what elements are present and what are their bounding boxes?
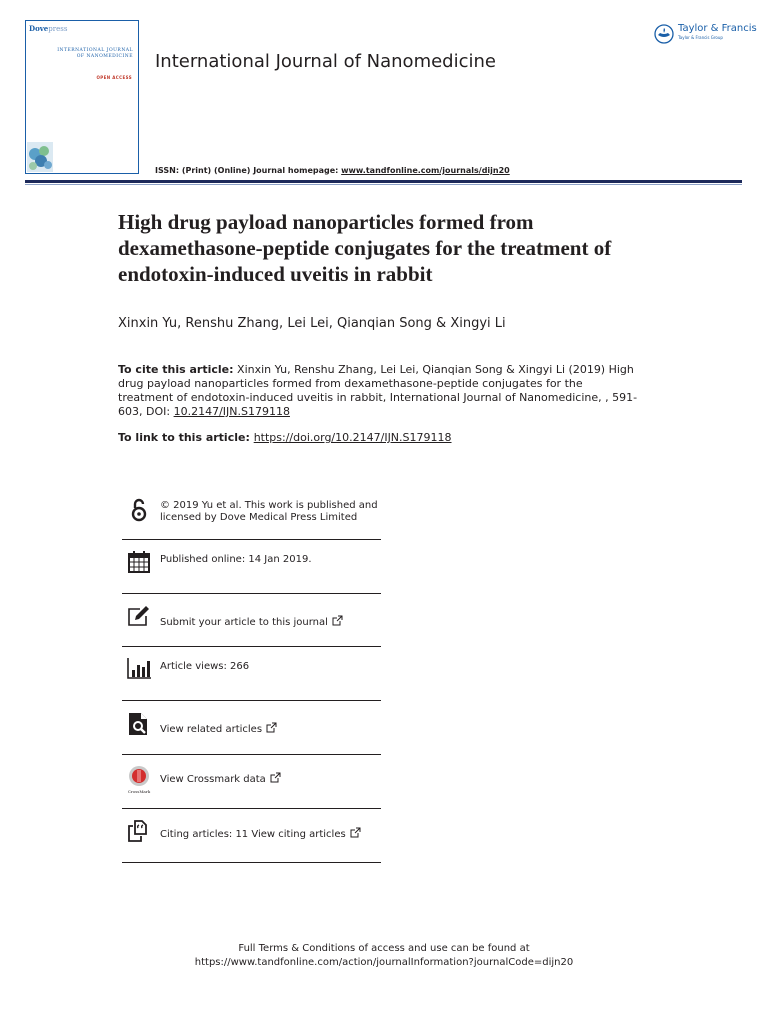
external-link-icon [266, 722, 277, 733]
related-row[interactable] [122, 701, 381, 755]
external-link-icon [270, 772, 281, 783]
terms-footer [0, 942, 768, 970]
publisher-name: Taylor & Francis [678, 23, 757, 34]
license-row [122, 487, 381, 540]
crossmark-icon [126, 765, 152, 795]
journal-homepage-link[interactable]: www.tandfonline.com/journals/dijn20 [341, 166, 510, 175]
svg-text:CrossMark: CrossMark [127, 789, 151, 794]
open-access-icon [126, 497, 152, 523]
published-row [122, 540, 381, 594]
article-info-list [122, 487, 381, 863]
cover-artwork-icon [27, 142, 53, 172]
taylor-francis-lamp-icon [654, 24, 674, 44]
header-divider [25, 180, 742, 183]
header-divider-thin [25, 184, 742, 185]
doi-link[interactable]: 10.2147/IJN.S179118 [173, 405, 290, 418]
citation-text: Xinxin Yu, Renshu Zhang, Lei Lei, Qianqian Song & Xingyi Li (2019) High drug payload nanoparticles formed from dexamethasone-peptide conjugates for the treatment of endotoxin-induced uveitis in rabbit, International Journal of Nanomedicine, , 591-603, DOI: [118, 363, 638, 418]
cover-title: INTERNATIONAL JOURNAL OF NANOMEDICINE [57, 48, 133, 59]
related-articles-search-icon [126, 711, 152, 737]
article-link-label: To link to this article: [118, 431, 254, 444]
cover-open-access: OPEN ACCESS [96, 75, 132, 80]
citation-block [118, 363, 638, 419]
submit-row[interactable] [122, 594, 381, 647]
external-link-icon [332, 615, 343, 626]
bar-chart-icon [126, 655, 152, 681]
journal-name: International Journal of Nanomedicine [155, 51, 496, 72]
citing-row[interactable] [122, 809, 381, 863]
license-text: © 2019 Yu et al. This work is published and licensed by Dove Medical Press Limited [160, 500, 378, 523]
views-row [122, 647, 381, 701]
citation-label: To cite this article: [118, 363, 234, 376]
article-doi-url[interactable]: https://doi.org/10.2147/IJN.S179118 [253, 431, 452, 444]
issn-line: ISSN: (Print) (Online) Journal homepage: www.tandfonline.com/journals/dijn20 [155, 166, 510, 175]
external-link-icon [350, 827, 361, 838]
article-views: Article views: 266 [160, 661, 250, 672]
journal-cover [25, 20, 139, 174]
edit-pencil-icon [126, 603, 152, 629]
crossmark-link[interactable]: View Crossmark data [160, 772, 281, 786]
cover-brand: Dovepress [29, 24, 68, 33]
article-link-block [118, 431, 452, 444]
submit-article-link[interactable]: Submit your article to this journal [160, 615, 343, 629]
related-articles-link[interactable]: View related articles [160, 722, 277, 736]
crossmark-row[interactable] [122, 755, 381, 809]
article-authors: Xinxin Yu, Renshu Zhang, Lei Lei, Qianqian Song & Xingyi Li [118, 316, 506, 331]
article-title: High drug payload nanoparticles formed from dexamethasone-peptide conjugates for the treatment of endotoxin-induced uveitis in rabbit [118, 210, 612, 286]
citing-articles-link[interactable]: Citing articles: 11 View citing articles [160, 827, 361, 841]
calendar-icon [126, 549, 152, 575]
publisher-logo [652, 21, 757, 47]
published-date: Published online: 14 Jan 2019. [160, 554, 312, 565]
terms-url[interactable]: https://www.tandfonline.com/action/journalInformation?journalCode=dijn20 [194, 957, 574, 968]
publisher-group: Taylor & Francis Group [678, 35, 723, 40]
citing-articles-icon [126, 818, 152, 844]
terms-text: Full Terms & Conditions of access and use can be found at [238, 943, 530, 954]
